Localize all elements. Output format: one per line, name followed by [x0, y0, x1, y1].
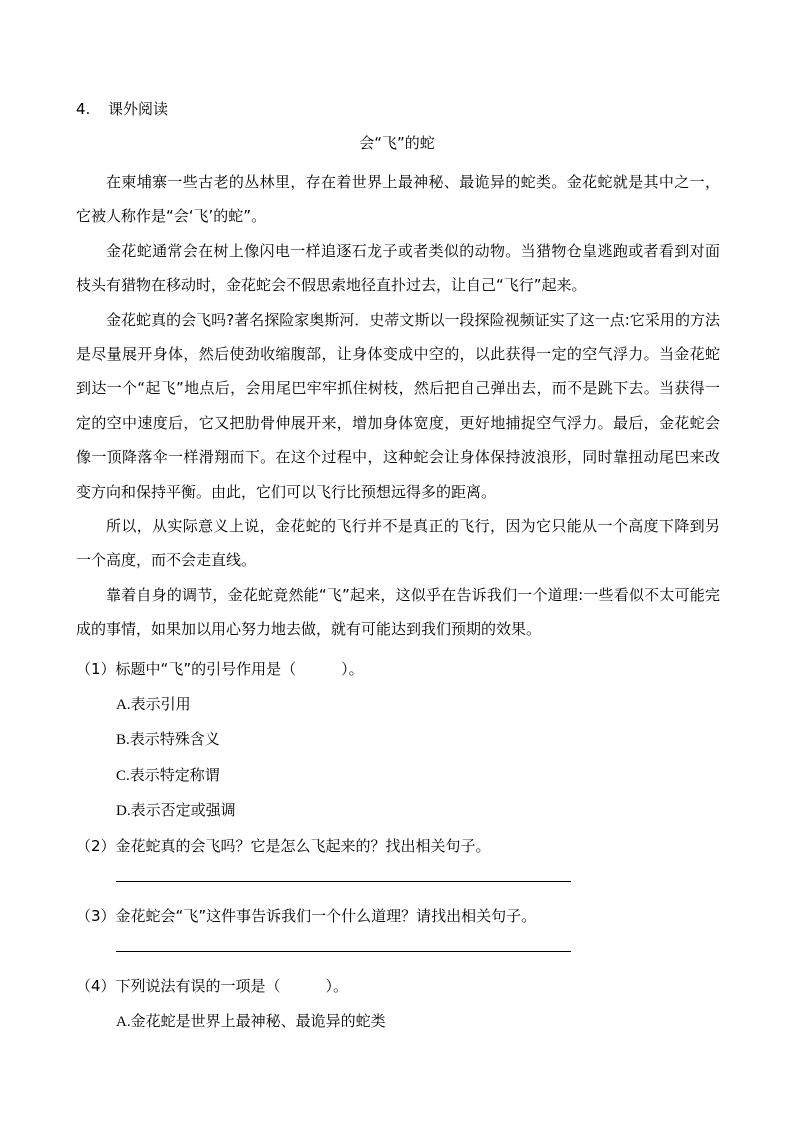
article-paragraph: 靠着自身的调节，金花蛇竟然能“飞”起来，这似乎在告诉我们一个道理:一些看似不太可能完成的事情，如果加以用心努力地去做，就有可能达到我们预期的效果。: [76, 585, 720, 639]
option-letter: B.: [116, 732, 130, 749]
answer-line-q2[interactable]: [116, 864, 571, 882]
article-body: [76, 165, 720, 647]
option-text: 金花蛇是世界上最神秘、最诡异的蛇类: [130, 1011, 386, 1030]
option-letter: C.: [116, 767, 130, 784]
section-heading: [76, 99, 168, 119]
article-title: 会“飞”的蛇: [359, 134, 435, 152]
question-3: （3）金花蛇会“飞”这件事告诉我们一个什么道理？请找出相关句子。: [76, 907, 537, 926]
option-b[interactable]: [76, 722, 726, 758]
option-letter: D.: [116, 803, 131, 820]
question-4: （4）下列说法有误的一项是（ ）。: [76, 977, 349, 996]
option-letter: A.: [116, 696, 131, 713]
article-paragraph: 在柬埔寨一些古老的丛林里，存在着世界上最神秘、最诡异的蛇类。金花蛇就是其中之一，它被人称作是“会‘飞’的蛇”。: [76, 173, 720, 226]
article-paragraph: 金花蛇真的会飞吗?著名探险家奥斯河．史蒂文斯以一段探险视频证实了这一点:它采用的方法是尽量展开身体，然后使劲收缩腹部，让身体变成中空的，以此获得一定的空气浮力。当金花蛇到达一个“起飞”地点后，会用尾巴牢牢抓住树枝，然后把自己弹出去，而不是跳下去。当获得一定的空中速度后，它又把肋骨伸展开来，增加身体宽度，更好地捕捉空气浮力。最后，金花蛇会像一顶降落伞一样滑翔而下。在这个过程中，这种蛇会让身体保持波浪形，同时靠扭动尾巴来改变方向和保持平衡。由此，它们可以飞行比预想远得多的距离。: [76, 310, 720, 501]
option-letter: A.: [116, 1013, 131, 1030]
question-list: [76, 652, 726, 1040]
option-a[interactable]: [76, 687, 726, 723]
article-paragraph: 金花蛇通常会在树上像闪电一样追逐石龙子或者类似的动物。当猎物仓皇逃跑或者看到对面枝头有猎物在移动时，金花蛇会不假思索地径直扑过去，让自己“飞行”起来。: [76, 241, 720, 295]
section-label: 课外阅读: [108, 100, 169, 118]
option-text: 表示特定称谓: [129, 765, 220, 784]
option-a[interactable]: [76, 1004, 726, 1040]
section-number: 4.: [76, 100, 91, 118]
answer-line-q3[interactable]: [116, 934, 571, 952]
option-text: 表示否定或强调: [130, 801, 236, 820]
option-text: 表示引用: [130, 694, 191, 713]
option-d[interactable]: [76, 793, 726, 829]
article-paragraph: 所以，从实际意义上说，金花蛇的飞行并不是真正的飞行，因为它只能从一个高度下降到另一个高度，而不会走直线。: [76, 517, 720, 570]
question-1: （1）标题中“飞”的引号作用是（ ）。: [76, 660, 364, 678]
option-c[interactable]: [76, 758, 726, 794]
option-text: 表示特殊含义: [129, 730, 220, 749]
question-2: （2）金花蛇真的会飞吗？它是怎么飞起来的？找出相关句子。: [76, 836, 491, 855]
